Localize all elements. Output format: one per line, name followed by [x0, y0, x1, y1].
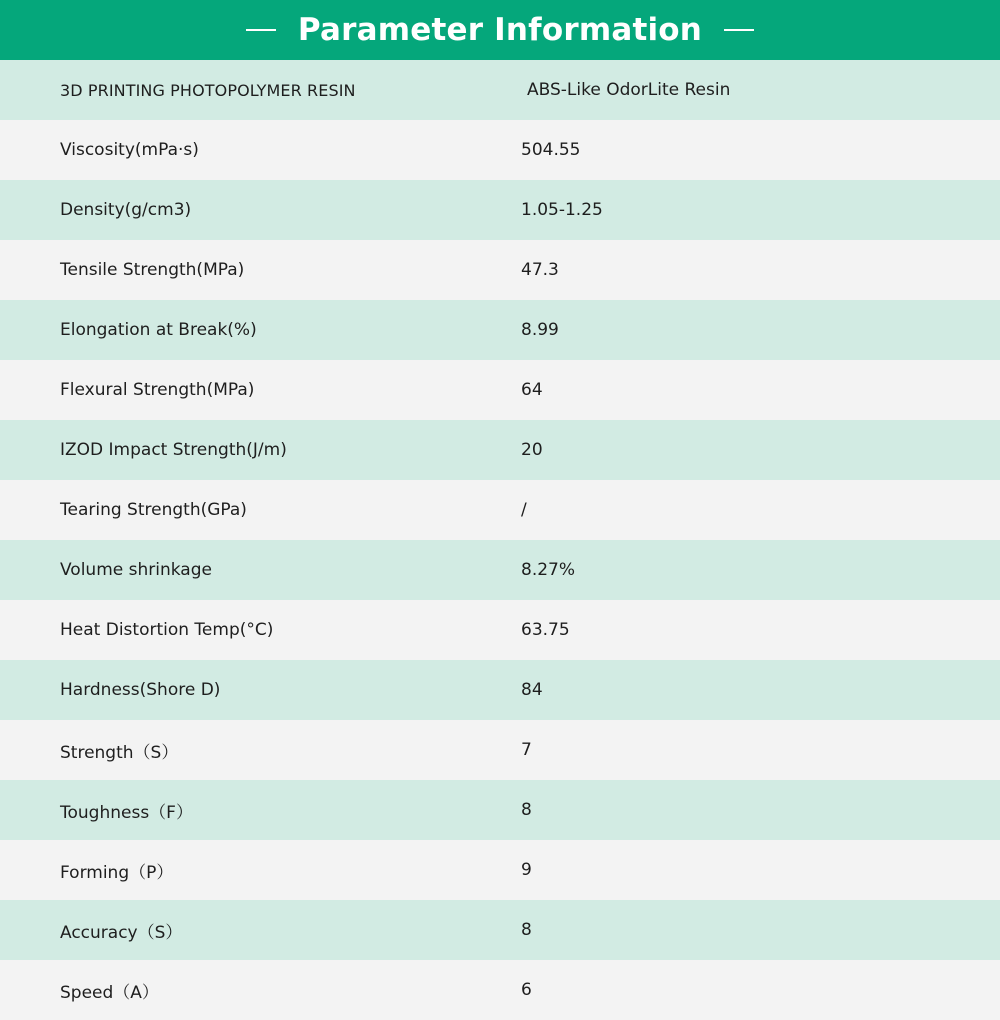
row-value: /: [521, 500, 527, 520]
row-value: 8.27%: [521, 560, 576, 580]
row-label: Tensile Strength(MPa): [60, 260, 245, 280]
row-value: 9: [521, 860, 532, 880]
table-row: [0, 300, 1000, 360]
row-label: IZOD Impact Strength(J/m): [60, 440, 287, 460]
row-value: ABS-Like OdorLite Resin: [527, 80, 731, 100]
table-row: [0, 540, 1000, 600]
table-row: [0, 180, 1000, 240]
row-label: Viscosity(mPa·s): [60, 140, 199, 160]
table-row: [0, 840, 1000, 900]
table-row: [0, 480, 1000, 540]
row-label: Forming（P）: [60, 862, 174, 883]
table-row: [0, 360, 1000, 420]
row-label: Tearing Strength(GPa): [60, 500, 247, 520]
row-label: Elongation at Break(%): [60, 320, 257, 340]
table-row: [0, 720, 1000, 780]
row-label: 3D PRINTING PHOTOPOLYMER RESIN: [60, 80, 356, 100]
row-value: 63.75: [521, 620, 570, 640]
row-label: Flexural Strength(MPa): [60, 380, 255, 400]
row-value: 8.99: [521, 320, 559, 340]
table-row: [0, 780, 1000, 840]
row-value: 7: [521, 740, 532, 760]
table-row: [0, 900, 1000, 960]
row-value: 64: [521, 380, 543, 400]
table-row: [0, 60, 1000, 120]
table-row: [0, 960, 1000, 1020]
row-label: Heat Distortion Temp(°C): [60, 620, 274, 640]
row-label: Accuracy（S）: [60, 922, 183, 943]
header-left-dash: [246, 29, 276, 31]
header-banner: [0, 0, 1000, 60]
row-value: 47.3: [521, 260, 559, 280]
parameter-table: [0, 60, 1000, 1020]
row-value: 84: [521, 680, 543, 700]
header-right-dash: [724, 29, 754, 31]
table-row: [0, 660, 1000, 720]
row-label: Hardness(Shore D): [60, 680, 221, 700]
row-label: Density(g/cm3): [60, 200, 192, 220]
row-label: Toughness（F）: [60, 802, 193, 823]
row-value: 6: [521, 980, 532, 1000]
row-value: 504.55: [521, 140, 581, 160]
table-row: [0, 600, 1000, 660]
table-row: [0, 120, 1000, 180]
table-row: [0, 420, 1000, 480]
row-label: Volume shrinkage: [60, 560, 212, 580]
table-row: [0, 240, 1000, 300]
row-value: 1.05-1.25: [521, 200, 603, 220]
page-title: Parameter Information: [297, 12, 703, 48]
row-value: 20: [521, 440, 543, 460]
row-label: Speed（A）: [60, 982, 159, 1003]
row-value: 8: [521, 920, 532, 940]
row-label: Strength（S）: [60, 742, 179, 763]
row-value: 8: [521, 800, 532, 820]
